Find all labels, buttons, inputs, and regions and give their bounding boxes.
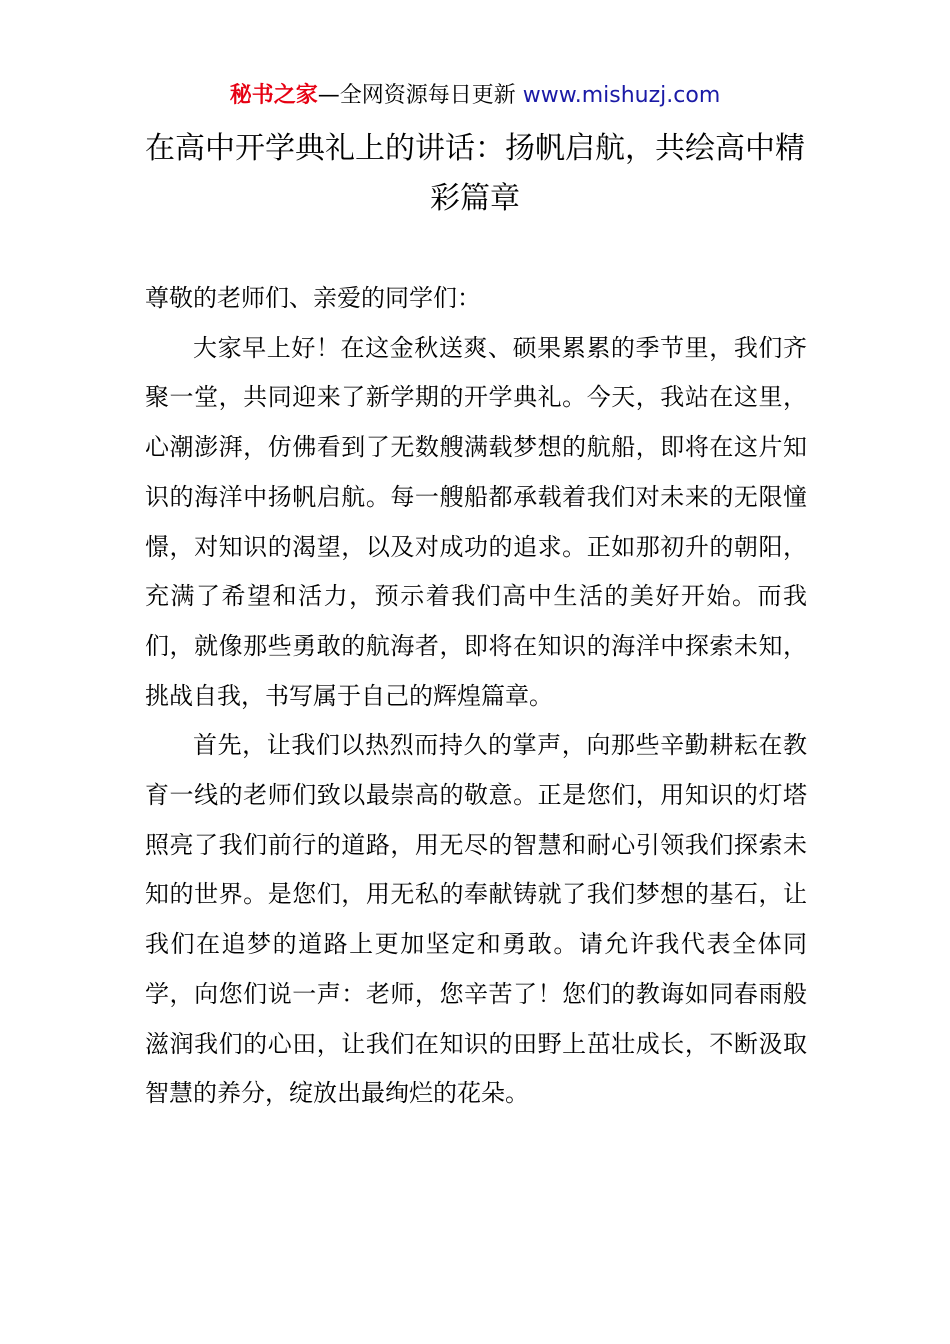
site-url-link[interactable]: www.mishuzj.com <box>522 83 721 108</box>
document-body <box>145 274 807 1119</box>
document-title: 在高中开学典礼上的讲话：扬帆启航，共绘高中精彩篇章 <box>145 131 805 216</box>
site-brand: 秘书之家 <box>229 83 318 108</box>
site-header <box>0 80 950 112</box>
salutation: 尊敬的老师们、亲爱的同学们： <box>145 284 481 312</box>
paragraph-1: 大家早上好！在这金秋送爽、硕果累累的季节里，我们齐聚一堂，共同迎来了新学期的开学典礼。今天，我站在这里，心潮澎湃，仿佛看到了无数艘满载梦想的航船，即将在这片知识的海洋中扬帆启航。每一艘船都承载着我们对未来的无限憧憬，对知识的渴望，以及对成功的追求。正如那初升的朝阳，充满了希望和活力，预示着我们高中生活的美好开始。而我们，就像那些勇敢的航海者，即将在知识的海洋中探索未知，挑战自我，书写属于自己的辉煌篇章。 <box>145 333 807 710</box>
paragraph-2: 首先，让我们以热烈而持久的掌声，向那些辛勤耕耘在教育一线的老师们致以最崇高的敬意。正是您们，用知识的灯塔照亮了我们前行的道路，用无尽的智慧和耐心引领我们探索未知的世界。是您们，用无私的奉献铸就了我们梦想的基石，让我们在追梦的道路上更加坚定和勇敢。请允许我代表全体同学，向您们说一声：老师，您辛苦了！您们的教诲如同春雨般滋润我们的心田，让我们在知识的田野上茁壮成长，不断汲取智慧的养分，绽放出最绚烂的花朵。 <box>145 731 807 1108</box>
site-tagline: —全网资源每日更新 <box>317 83 523 108</box>
